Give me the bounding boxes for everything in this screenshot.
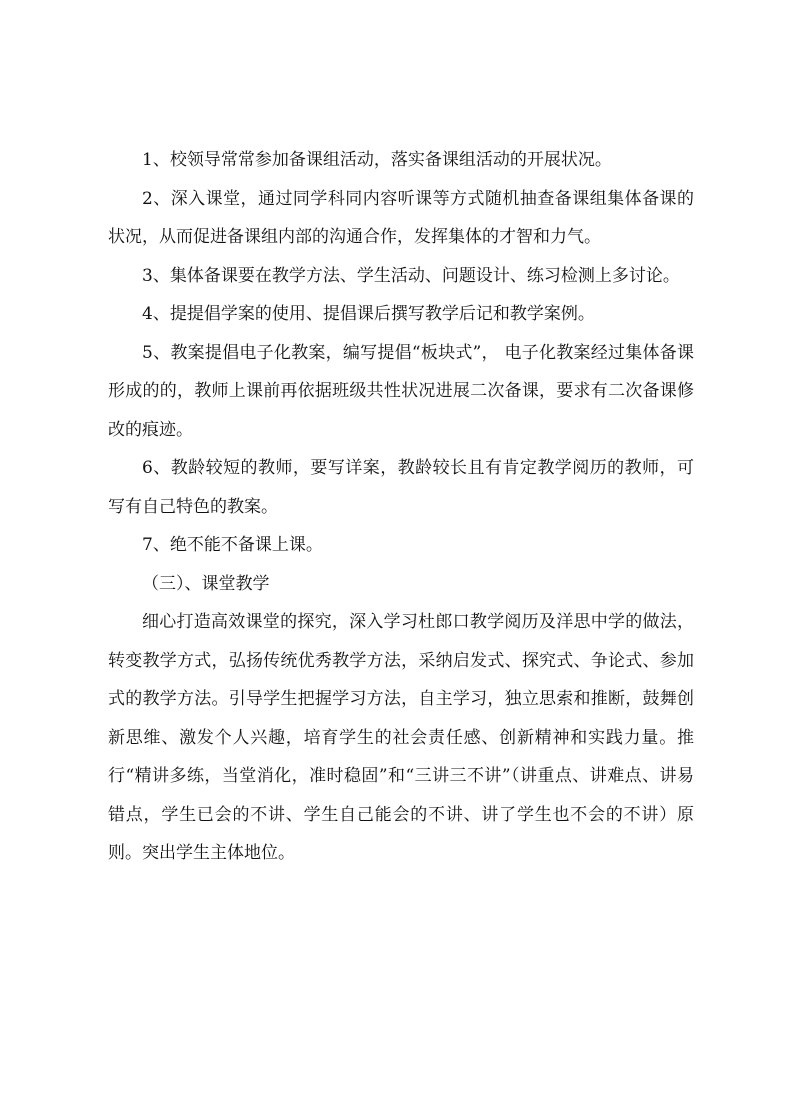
paragraph-5: 5、教案提倡电子化教案，编写提倡“板块式”， 电子化教案经过集体备课形成的的，教师上课前再依据班级共性状况进展二次备课，要求有二次备课修改的痕迹。 [108,342,694,440]
document-body [108,141,694,873]
paragraph-6: 6、教龄较短的教师，要写详案，教龄较长且有肯定教学阅历的教师，可写有自己特色的教案。 [108,458,694,517]
section-body: 细心打造高效课堂的探究，深入学习杜郎口教学阅历及洋思中学的做法，转变教学方式，弘扬传统优秀教学方法，采纳启发式、探究式、争论式、参加式的教学方法。引导学生把握学习方法，自主学习，独立思索和推断，鼓舞创新思维、激发个人兴趣，培育学生的社会责任感、创新精神和实践力量。推行“精讲多练，当堂消化，准时稳固”和“三讲三不讲”（讲重点、讲难点、讲易错点，学生已会的不讲、学生自己能会的不讲、讲了学生也不会的不讲）原则。突出学生主体地位。 [108,612,694,863]
section-heading: （三）、课堂教学 [142,573,270,594]
paragraph-7: 7、绝不能不备课上课。 [142,535,323,555]
paragraph-1: 1、校领导常常参加备课组活动，落实备课组活动的开展状况。 [142,150,612,170]
paragraph-4: 4、提提倡学案的使用、提倡课后撰写教学后记和教学案例。 [142,304,595,324]
paragraph-3: 3、集体备课要在教学方法、学生活动、问题设计、练习检测上多讨论。 [142,265,680,286]
paragraph-2: 2、深入课堂，通过同学科同内容听课等方式随机抽查备课组集体备课的状况，从而促进备课组内部的沟通合作，发挥集体的才智和力气。 [108,188,694,247]
